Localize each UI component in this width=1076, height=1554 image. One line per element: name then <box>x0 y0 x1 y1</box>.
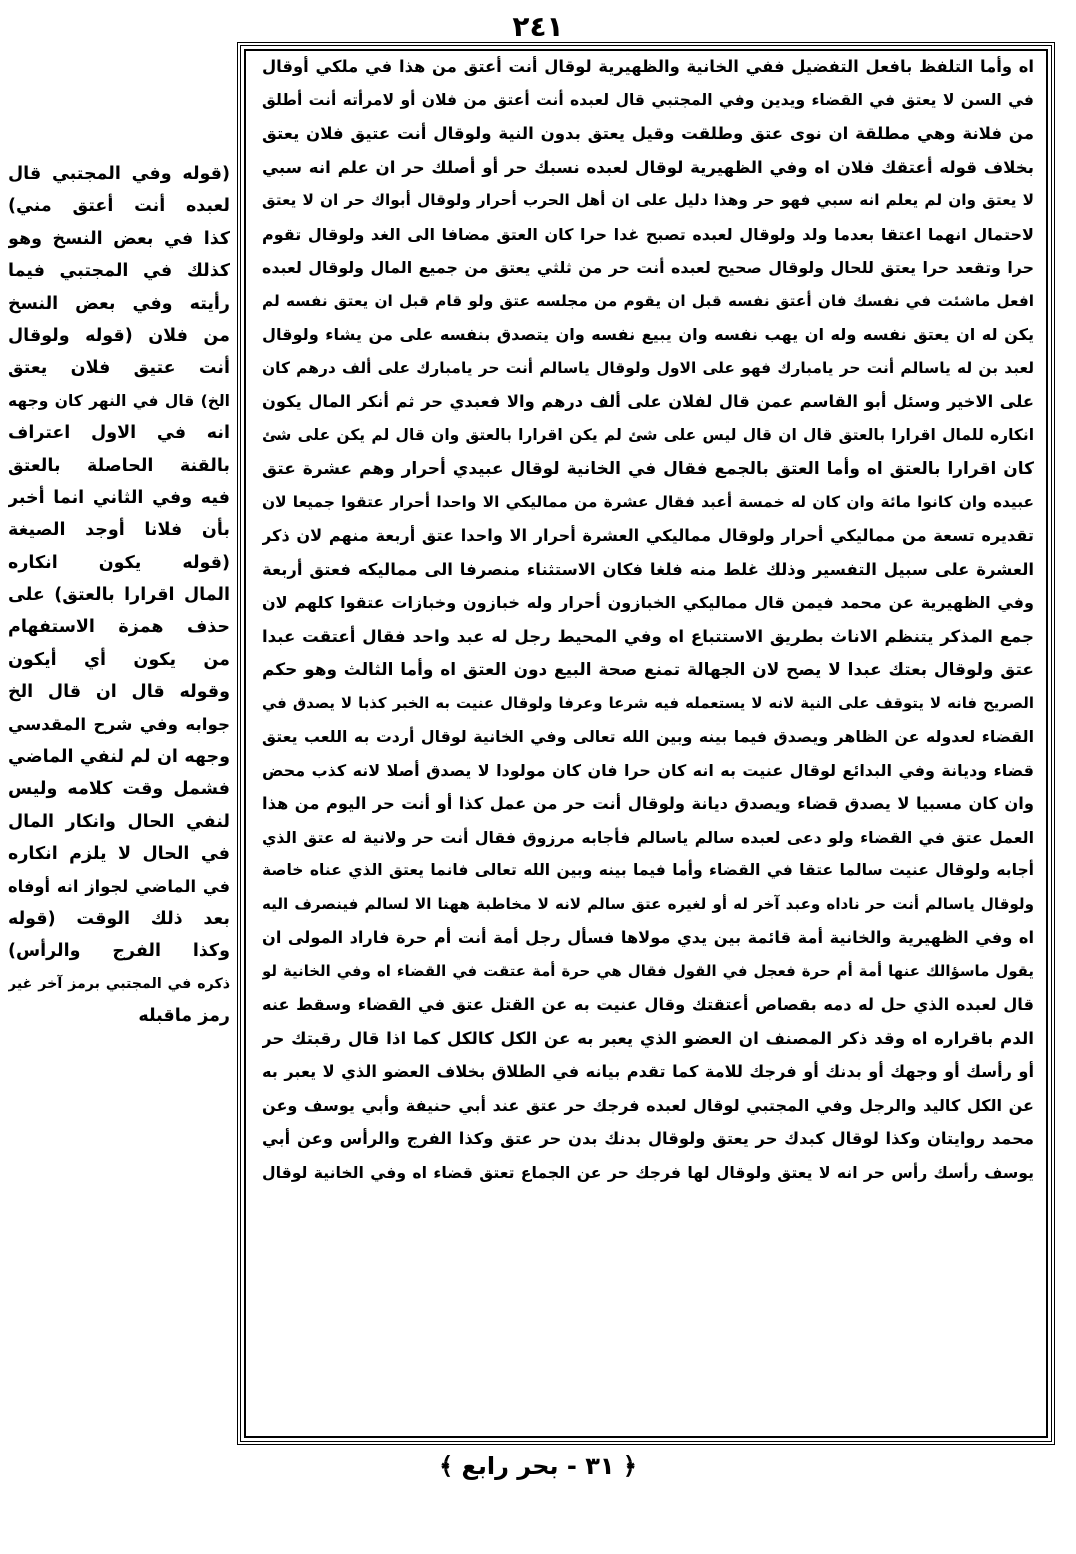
main-text-line: الدم باقراره اه وقد ذكر المصنف ان العضو الذي يعبر به عن الكل كالكل كما اذا قال رقبتك حر <box>262 1027 1034 1048</box>
margin-commentary-line: في الحال لا يلزم انكاره <box>8 844 230 865</box>
main-text-line: عبيده وان كانوا مائة وان كان له خمسة أعبد فقال عشرة من مماليكي الا واحدا أحرار عتقوا جميعا لان <box>262 492 1034 511</box>
margin-commentary-line: لنفي الحال وانكار المال <box>8 811 230 832</box>
margin-commentary-line: فيه وفي الثاني انما أخبر <box>8 487 230 508</box>
margin-commentary-line: من يكون أي أيكون <box>8 649 230 670</box>
margin-commentary-line: رمز ماقبله <box>138 1006 230 1027</box>
main-text-line: يقول ماسؤالك عنها أمة أم حرة فعجل في القول فقال هي حرة أمة عتقت في القضاء اه وفي الخانية لو <box>262 961 1034 980</box>
margin-commentary-line: ذكره في المجتبي برمز آخر غير <box>8 975 230 992</box>
main-text-line: تقديره تسعة من مماليكي أحرار ولوقال مماليكي العشرة أحرار الا واحدا عتق أربعة منهم لان ذكر <box>262 526 1034 545</box>
main-text-line: في السن لا يعتق في القضاء ويدين وفي المجتبي قال لعبده أنت أعتق من فلان أو لامرأته أنت أطلق <box>262 90 1034 109</box>
margin-commentary-line: المال اقرارا بالعتق) على <box>8 585 230 606</box>
main-text-line: لاحتمال انهما اعتقا بعدما ولد ولوقال لعبده تصبح غدا حرا كان العتق مضافا الى الغد ولوقال تقوم <box>262 224 1034 244</box>
margin-commentary-line: حذف همزة الاستفهام <box>8 617 230 638</box>
main-text-line: قال لعبده الذي حل له دمه بقصاص أعتقتك وقال عنيت به عن القتل عتق في القضاء وسقط عنه <box>262 995 1034 1014</box>
main-text-line: عن الكل كاليد والرجل وفي المجتبي لوقال لعبده فرجك حر عتق عند أبي حنيفة وأبي يوسف وعن <box>262 1095 1034 1115</box>
margin-commentary-line: كذلك في المجتبي فيما <box>8 261 230 282</box>
main-text-line: لعبد بن له ياسالم أنت حر يامبارك فهو على الاول ولوقال ياسالم أنت حر يامبارك على ألف درهم كان <box>262 358 1034 377</box>
main-text-line: العمل عتق في القضاء ولو دعى لعبده سالم ياسالم فأجابه مرزوق فقال أنت حر ولانية له عتق الذي <box>262 827 1034 847</box>
main-text-line: أو رأسك أو وجهك أو بدنك أو فرجك للامة كما تقدم بيانه في الطلاق بخلاف العضو الذي لا يعبر به <box>262 1062 1034 1081</box>
margin-commentary-line: بأن فلانا أوجد الصيغة <box>8 520 230 541</box>
main-text-line: وفي الظهيرية عن محمد فيمن قال مماليكي الخبازون أحرار وله خبازون وخبازات عتقوا كلهم لان <box>262 593 1034 612</box>
main-text-line: على الاخير وسئل أبو القاسم عمن قال لفلان على ألف درهم والا فعبدي حر ثم أنكر المال يكون <box>262 392 1034 411</box>
main-text-line: جمع المذكر يتنظم الاناث بطريق الاستتباع اه وفي المحيط رجل له عبد واحد فقال أعتقت عبدا <box>262 626 1034 646</box>
main-text-line: من فلانة وهي مطلقة ان نوى عتق وطلقت وقيل يعتق بدون النية ولوقال أنت عتيق فلان يعتق <box>262 124 1034 143</box>
margin-commentary-line: وقوله قال ان قال الخ <box>8 682 230 703</box>
margin-commentary-line: انه في الاول اعتراف <box>8 423 230 444</box>
margin-commentary-line: بالقنة الحاصلة بالعتق <box>8 455 230 476</box>
main-text-line: عتق ولوقال بعتك عبدا لا يصح لان الجهالة تمنع صحة البيع دون العتق اه وأما الثالث وهو حكم <box>262 659 1034 679</box>
main-text-line: اه وفي الظهيرية والخانية أمة قائمة بين يدي مولاها فسأل رجل أمة أنت أم حرة فاراد المولى ان <box>262 928 1034 947</box>
margin-commentary-line: بعد ذلك الوقت (قوله <box>8 908 230 929</box>
margin-commentary-line: (قوله يكون انكاره <box>8 552 230 573</box>
main-text-line: يوسف رأسك رأس حر انه لا يعتق ولوقال لها فرجك حر عن الجماع تعتق قضاء اه وفي الخانية لوقال <box>262 1162 1034 1182</box>
margin-commentary-line: الخ) قال في النهر كان وجهه <box>8 391 230 410</box>
main-text-line: القضاء لعدوله عن الظاهر ويصدق فيما بينه وبين الله تعالى وفي الخانية لوقال أردت به اللعب يعتق <box>262 727 1034 746</box>
main-text-line: الصريح فانه لا يتوقف على النية لانه لا يستعمله فيه شرعا وعرفا ولوقال عنيت به الخبر كذبا لا يصدق في <box>262 693 1034 712</box>
main-text-line: لا يعتق وان لم يعلم انه سبي فهو حر وهذا دليل على ان أهل الحرب أحرار ولوقال أبواك حر ان لا يعتق <box>262 191 1034 209</box>
main-text-line: العشرة على سبيل التفسير وذلك غلط منه فلغا فكان الاستثناء منصرفا الى مماليكه فعتق أربعة <box>262 559 1034 579</box>
margin-commentary-line: لعبده أنت أعتق مني) <box>8 196 230 217</box>
main-text-line: وان كان مسبيا لا يصدق قضاء ويصدق ديانة ولوقال أنت حر من عمل كذا أو أنت حر اليوم من هذا <box>262 794 1034 813</box>
main-text-line: حرا وتقعد حرا يعتق للحال ولوقال صحيح لعبده أنت حر من ثلثي يعتق من جميع المال ولوقال لعبده <box>262 258 1034 277</box>
margin-commentary-line: وكذا الفرج والرأس) <box>8 941 230 962</box>
page-number: ٢٤١ <box>512 10 564 43</box>
margin-commentary-line: في الماضي لجواز انه أوفاه <box>8 876 230 896</box>
main-text-line: انكاره للمال اقرارا بالعتق قال ان قال ليس على شئ لم يكن اقرارا بالعتق وان قال لم يكن على شئ <box>262 425 1034 444</box>
margin-commentary-line: رأيته وفي بعض النسخ <box>8 293 230 314</box>
margin-commentary-line: فشمل وقت كلامه وليس <box>8 779 230 800</box>
main-text-line: كان اقرارا بالعتق اه وأما العتق بالجمع فقال في الخانية لوقال عبيدي أحرار وهم عشرة عتق <box>262 458 1034 478</box>
main-text-line: محمد روايتان وكذا لوقال كبدك حر يعتق ولوقال بدنك بدن حر عتق وكذا الفرج والرأس وعن أبي <box>262 1129 1034 1148</box>
margin-commentary <box>8 158 230 1033</box>
main-text-body <box>262 50 1034 1189</box>
main-text-line: اه وأما التلفظ بافعل التفضيل ففي الخانية والظهيرية لوقال أنت أعتق من هذا في ملكي أوقال <box>262 57 1034 76</box>
main-text-line: أجابه ولوقال عنيت سالما عتقا في القضاء وأما فيما بينه وبين الله تعالى فانما يعتق الذي عناه خاصة <box>262 861 1034 879</box>
margin-commentary-line: كذا في بعض النسخ وهو <box>8 228 230 249</box>
footer-signature: ﴿ ٣١ - بحر رابع ﴾ <box>439 1452 637 1480</box>
margin-commentary-line: أنت عتيق فلان يعتق <box>8 358 230 379</box>
margin-commentary-line: (قوله وفي المجتبي قال <box>8 164 230 184</box>
margin-commentary-line: من فلان (قوله ولوقال <box>8 325 230 346</box>
margin-commentary-line: جوابه وفي شرح المقدسي <box>8 714 230 734</box>
main-text-line: يكن له ان يعتق نفسه وله ان يهب نفسه وان يبيع نفسه وان يتصدق بنفسه على من يشاء ولوقال <box>262 325 1034 344</box>
main-text-line: افعل ماشئت في نفسك فان أعتق نفسه قبل ان يقوم من مجلسه عتق ولو قام قبل ان يعتق نفسه لم <box>262 291 1034 310</box>
main-text-line: ولوقال ياسالم أنت حر ناداه وعبد آخر له أو لغيره عتق سالم لانه لا مخاطبة ههنا الا لسالم فينصرف اليه <box>262 894 1034 913</box>
main-text-line: قضاء وديانة وفي البدائع لوقال عنيت به انه كان حرا فان كان مولودا لا يصدق أصلا لانه كذب محض <box>262 760 1034 780</box>
margin-commentary-line: وجهه ان لم لنفي الماضي <box>8 747 230 768</box>
main-text-line: بخلاف قوله أعتقك فلان اه وفي الظهيرية لوقال لعبده نسبك حر أو أصلك حر ان علم انه سبي <box>262 157 1034 177</box>
